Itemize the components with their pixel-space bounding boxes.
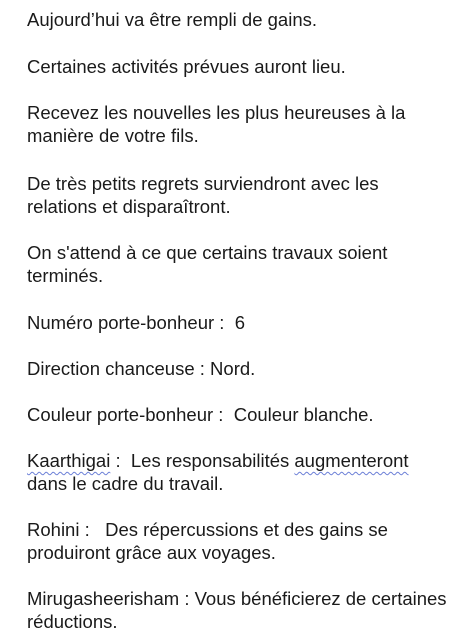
spellcheck-word-kaarthigai[interactable]: Kaarthigai — [27, 450, 111, 471]
kaarthigai-text-tail: dans le cadre du travail. — [27, 450, 414, 494]
paragraph-rohini: Rohini : Des répercussions et des gains se produiront grâce aux voyages. — [27, 519, 394, 563]
kaarthigai-text: : Les responsabilités — [110, 450, 295, 471]
paragraph-planned-activities: Certaines activités prévues auront lieu. — [27, 56, 346, 77]
paragraph-kaarthigai — [27, 449, 447, 495]
paragraph-lucky-color: Couleur porte-bonheur : Couleur blanche. — [27, 404, 374, 425]
paragraph-small-regrets: De très petits regrets surviendront avec les relations et disparaîtront. — [27, 173, 384, 217]
paragraph-gains-today: Aujourd’hui va être rempli de gains. — [27, 9, 317, 30]
paragraph-lucky-number: Numéro porte-bonheur : 6 — [27, 312, 246, 333]
spellcheck-word-augmenteront[interactable]: augmenteront — [294, 450, 409, 471]
paragraph-happy-news: Recevez les nouvelles les plus heureuses à la manière de votre fils. — [27, 102, 411, 146]
paragraph-lucky-direction: Direction chanceuse : Nord. — [27, 358, 256, 379]
paragraph-mirugasheerisham: Mirugasheerisham : Vous bénéficierez de certaines réductions. — [27, 588, 452, 632]
paragraph-work-completed: On s'attend à ce que certains travaux soient terminés. — [27, 242, 393, 286]
